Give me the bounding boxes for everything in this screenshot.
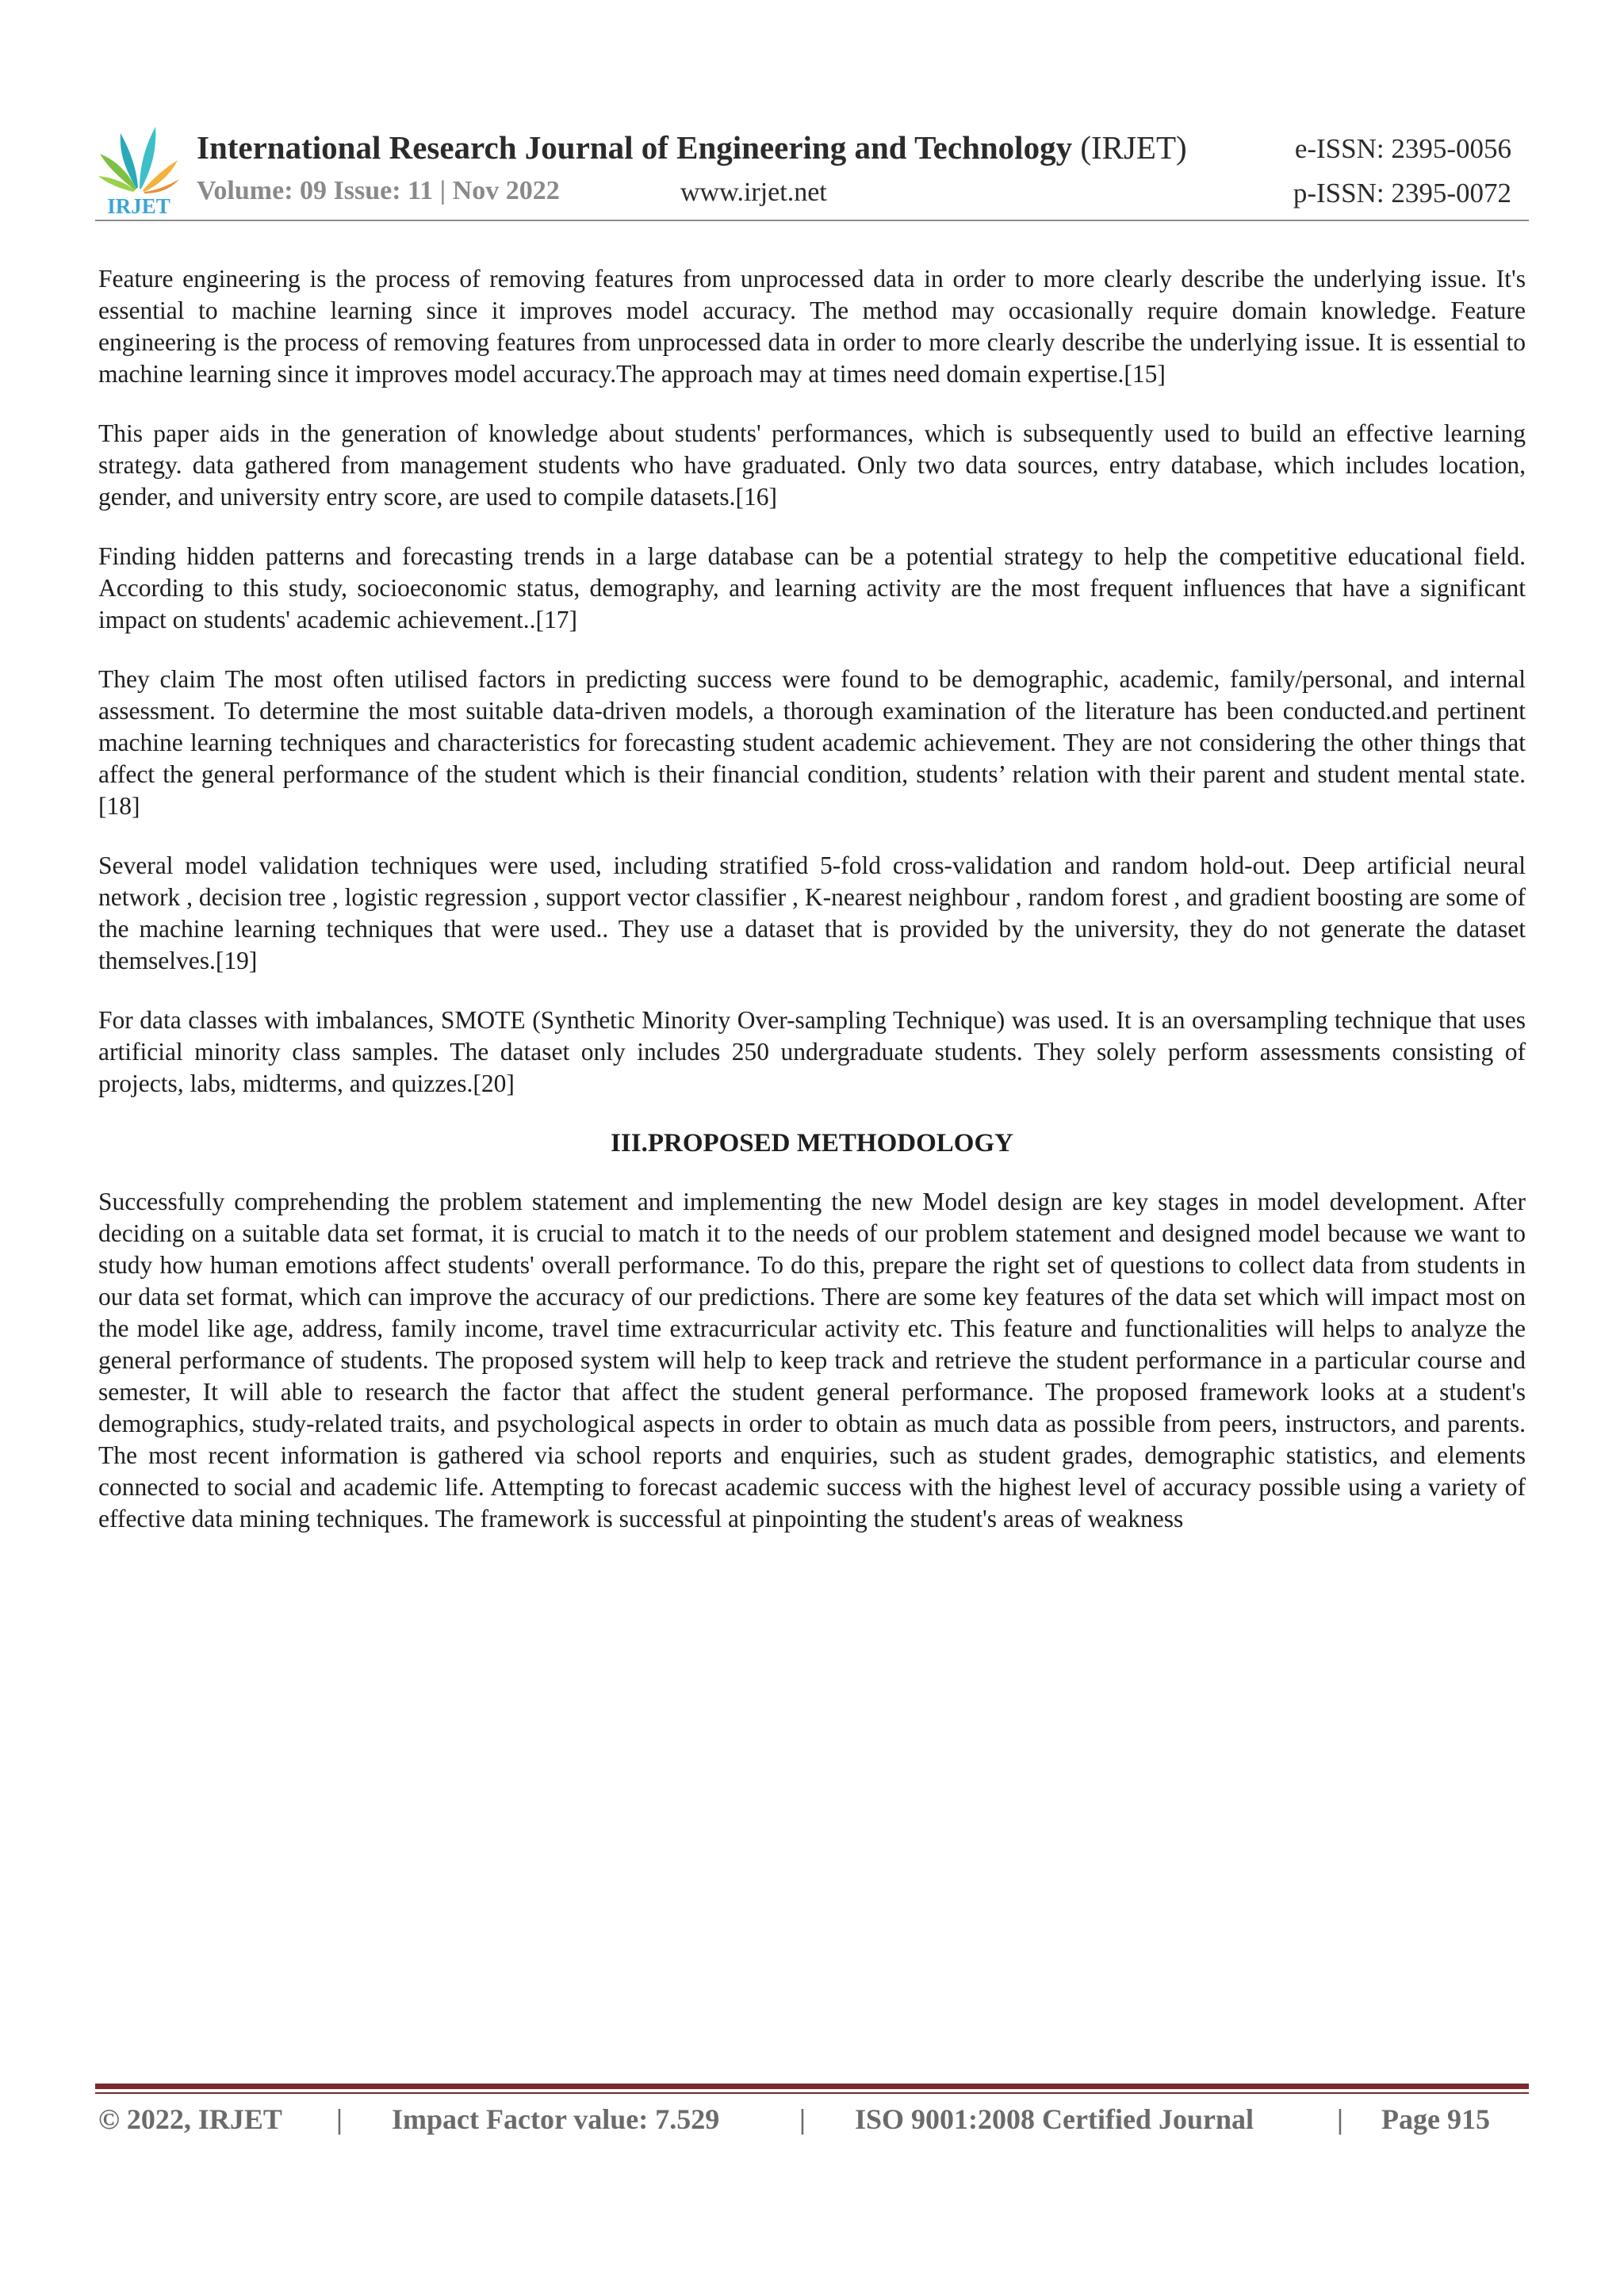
footer-separator: |	[1337, 2103, 1343, 2135]
paragraph-validation-techniques: Several model validation techniques were used, including stratified 5-fold cross-validation and random hold-out. Deep artificial neural network , decision tree , logistic regression , support vector classifier , K-nearest neighbour , random forest , and gradient boosting are some of the machine learning techniques that were used.. They use a dataset that is provided by the university, they do not generate the dataset themselves.[19]	[98, 851, 1526, 974]
footer-copyright: © 2022, IRJET	[98, 2103, 282, 2135]
journal-footer	[98, 2103, 1526, 2150]
svg-text:IRJET: IRJET	[107, 194, 170, 216]
journal-website-link[interactable]: www.irjet.net	[680, 178, 827, 207]
paragraph-feature-engineering: Feature engineering is the process of removing features from unprocessed data in order to more clearly describe the underlying issue. It's essential to machine learning since it improves model accuracy. The method may occasionally require domain knowledge. Feature engineering is the process of removing features from unprocessed data in order to more clearly describe the underlying issue. It is essential to machine learning since it improves model accuracy.The approach may at times need domain expertise.[15]	[98, 265, 1526, 388]
paragraph-smote: For data classes with imbalances, SMOTE (Synthetic Minority Over-sampling Technique) was used. It is an oversampling technique that uses artificial minority class samples. The dataset only includes 250 undergraduate students. They solely perform assessments consisting of projects, labs, midterms, and quizzes.[20]	[98, 1006, 1526, 1097]
p-issn: p-ISSN: 2395-0072	[1293, 178, 1511, 209]
footer-page-number: Page 915	[1381, 2103, 1490, 2135]
irjet-logo	[95, 116, 182, 216]
journal-header	[95, 111, 1529, 222]
header-divider	[95, 220, 1529, 221]
footer-impact-factor: Impact Factor value: 7.529	[392, 2103, 720, 2135]
volume-issue: Volume: 09 Issue: 11 | Nov 2022	[197, 176, 560, 205]
paragraph-hidden-patterns: Finding hidden patterns and forecasting trends in a large database can be a potential strategy to help the competitive educational field. According to this study, socioeconomic status, demography, and learning activity are the most frequent influences that have a significant impact on students' academic achievement..[17]	[98, 542, 1526, 633]
paragraph-success-factors: They claim The most often utilised factors in predicting success were found to be demographic, academic, family/personal, and internal assessment. To determine the most suitable data-driven models, a thorough examination of the literature has been conducted.and pertinent machine learning techniques and characteristics for forecasting student academic achievement. They are not considering the other things that affect the general performance of the student which is their financial condition, students’ relation with their parent and student mental state. [18]	[98, 665, 1526, 820]
footer-divider-thick	[95, 2084, 1529, 2089]
paragraph-proposed-methodology: Successfully comprehending the problem statement and implementing the new Model design are key stages in model development. After deciding on a suitable data set format, it is crucial to match it to the needs of our problem statement and designed model because we want to study how human emotions affect students' overall performance. To do this, prepare the right set of questions to collect data from students in our data set format, which can improve the accuracy of our predictions. There are some key features of the data set which will impact most on the model like age, address, family income, travel time extracurricular activity etc. This feature and functionalities will helps to analyze the general performance of students. The proposed system will help to keep track and retrieve the student performance in a particular course and semester, It will able to research the factor that affect the student general performance. The proposed framework looks at a student's demographics, study-related traits, and psychological aspects in order to obtain as much data as possible from peers, instructors, and parents. The most recent information is gathered via school reports and enquiries, such as student grades, demographic statistics, and elements connected to social and academic life. Attempting to forecast academic success with the highest level of accuracy possible using a variety of effective data mining techniques. The framework is successful at pinpointing the student's areas of weakness	[98, 1188, 1526, 1533]
footer-divider-thin	[95, 2092, 1529, 2094]
footer-separator: |	[799, 2103, 806, 2135]
footer-iso-certification: ISO 9001:2008 Certified Journal	[855, 2103, 1254, 2135]
footer-separator: |	[336, 2103, 343, 2135]
journal-title: International Research Journal of Engineering and Technology (IRJET)	[197, 129, 1187, 166]
e-issn: e-ISSN: 2395-0056	[1294, 133, 1511, 164]
article-body	[98, 263, 1526, 1563]
paragraph-knowledge-generation: This paper aids in the generation of knowledge about students' performances, which is subsequently used to build an effective learning strategy. data gathered from management students who have graduated. Only two data sources, entry database, which includes location, gender, and university entry score, are used to compile datasets.[16]	[98, 419, 1526, 511]
section-heading-proposed-methodology: III.PROPOSED METHODOLOGY	[611, 1129, 1013, 1158]
